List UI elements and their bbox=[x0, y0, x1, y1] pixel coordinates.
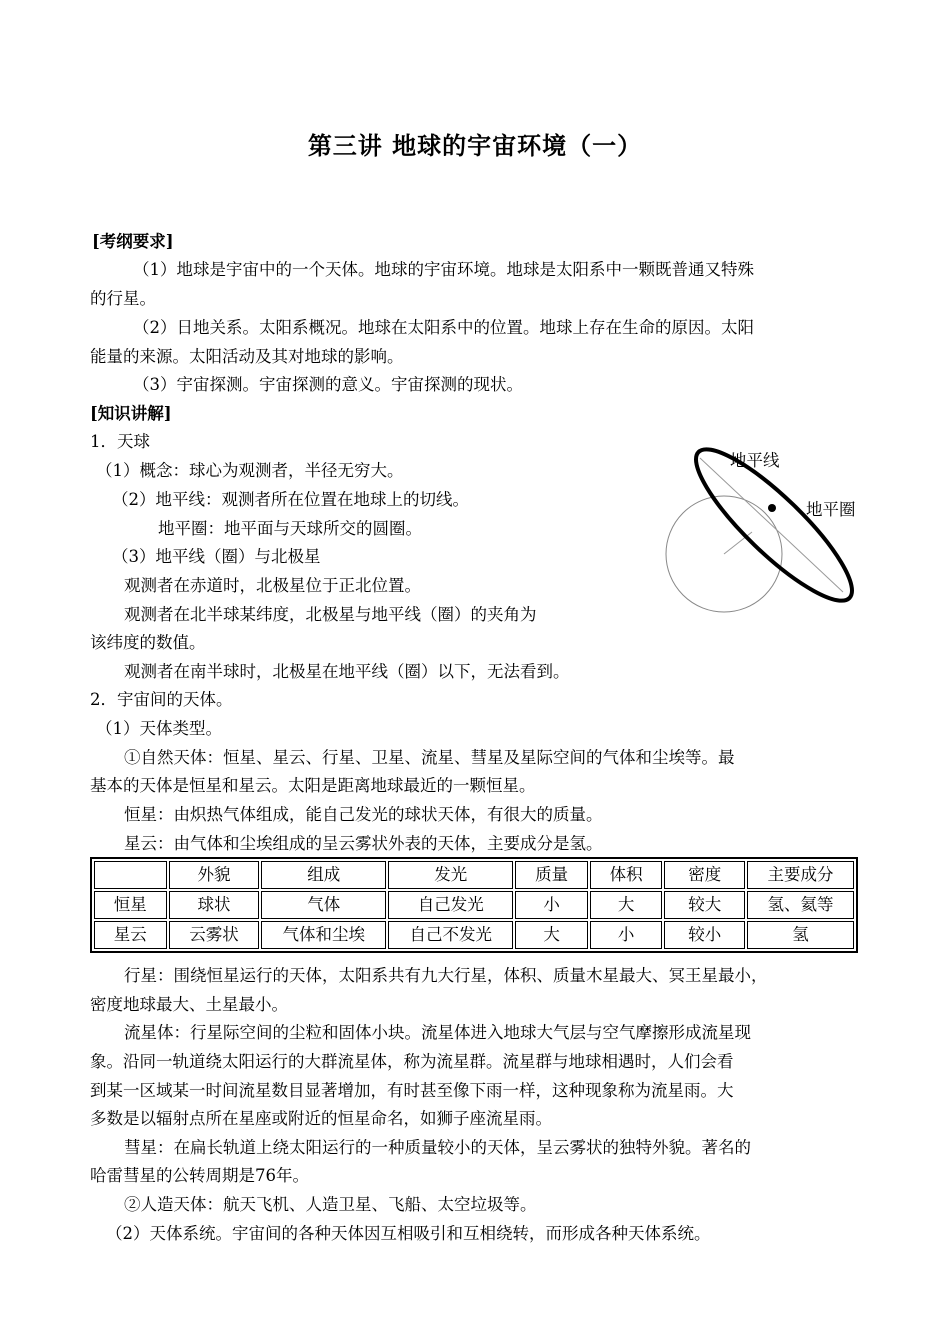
table-row bbox=[94, 921, 854, 949]
paragraph-line: （2）地平线：观测者所在位置在地球上的切线。 bbox=[112, 490, 469, 509]
radius-line bbox=[724, 532, 752, 554]
paragraph-line: 地平圈：地平面与天球所交的圆圈。 bbox=[158, 519, 422, 538]
paragraph-line: （3）宇宙探测。宇宙探测的意义。宇宙探测的现状。 bbox=[133, 375, 523, 394]
table-header-cell bbox=[94, 861, 167, 889]
table-header-cell: 体积 bbox=[590, 861, 663, 889]
table-row bbox=[94, 891, 854, 919]
paragraph-line: 流星体：行星际空间的尘粒和固体小块。流星体进入地球大气层与空气摩擦形成流星现 bbox=[124, 1023, 751, 1042]
table-cell: 氢、氦等 bbox=[747, 891, 854, 919]
horizon-line bbox=[700, 458, 843, 592]
table-cell: 恒星 bbox=[94, 891, 167, 919]
table-cell: 较小 bbox=[664, 921, 745, 949]
paragraph-line: 该纬度的数值。 bbox=[90, 633, 206, 652]
table-cell: 球状 bbox=[169, 891, 260, 919]
paragraph-line: 恒星：由炽热气体组成，能自己发光的球状天体，有很大的质量。 bbox=[124, 805, 603, 824]
table-header-row bbox=[94, 861, 854, 889]
table-cell: 较大 bbox=[664, 891, 745, 919]
paragraph-line: 彗星：在扁长轨道上绕太阳运行的一种质量较小的天体，呈云雾状的独特外貌。著名的 bbox=[124, 1138, 751, 1157]
paragraph-line: 观测者在南半球时，北极星在地平线（圈）以下，无法看到。 bbox=[124, 662, 570, 681]
paragraph-line: 基本的天体是恒星和星云。太阳是距离地球最近的一颗恒星。 bbox=[90, 776, 536, 795]
label-horizon-circle: 地平圈 bbox=[806, 500, 856, 519]
paragraph-line: 密度地球最大、土星最小。 bbox=[90, 995, 288, 1014]
table-cell: 气体和尘埃 bbox=[261, 921, 386, 949]
paragraph-line: （3）地平线（圈）与北极星 bbox=[112, 547, 321, 566]
table-header-cell: 质量 bbox=[515, 861, 588, 889]
table-cell: 大 bbox=[515, 921, 588, 949]
table-cell: 小 bbox=[590, 921, 663, 949]
table-header-cell: 发光 bbox=[388, 861, 513, 889]
paragraph-line: 象。沿同一轨道绕太阳运行的大群流星体，称为流星群。流星群与地球相遇时，人们会看 bbox=[90, 1052, 734, 1071]
table-cell: 小 bbox=[515, 891, 588, 919]
table-cell: 大 bbox=[590, 891, 663, 919]
north-star-dot bbox=[768, 504, 776, 512]
table-cell: 星云 bbox=[94, 921, 167, 949]
paragraph-line: （2）天体系统。宇宙间的各种天体因互相吸引和互相绕转，而形成各种天体系统。 bbox=[106, 1224, 711, 1243]
star-nebula-comparison-table bbox=[90, 857, 858, 953]
page-title: 第三讲 地球的宇宙环境（一） bbox=[307, 132, 643, 160]
paragraph-line: 多数是以辐射点所在星座或附近的恒星命名，如狮子座流星雨。 bbox=[90, 1109, 552, 1128]
paragraph-line: ①自然天体：恒星、星云、行星、卫星、流星、彗星及星际空间的气体和尘埃等。最 bbox=[124, 748, 735, 767]
table-header-cell: 外貌 bbox=[169, 861, 260, 889]
paragraph-line: （1）地球是宇宙中的一个天体。地球的宇宙环境。地球是太阳系中一颗既普通又特殊 bbox=[133, 260, 754, 279]
paragraph-line: 1．天球 bbox=[90, 432, 150, 451]
table-cell: 云雾状 bbox=[169, 921, 260, 949]
paragraph-line: 能量的来源。太阳活动及其对地球的影响。 bbox=[90, 347, 404, 366]
paragraph-line: （1）天体类型。 bbox=[96, 719, 222, 738]
paragraph-line: （2）日地关系。太阳系概况。地球在太阳系中的位置。地球上存在生命的原因。太阳 bbox=[133, 318, 754, 337]
paragraph-line: 观测者在赤道时，北极星位于正北位置。 bbox=[124, 576, 421, 595]
table-header-cell: 主要成分 bbox=[747, 861, 854, 889]
paragraph-line: 星云：由气体和尘埃组成的呈云雾状外表的天体，主要成分是氢。 bbox=[124, 834, 603, 853]
section-heading-kaogang: [考纲要求] bbox=[92, 232, 174, 251]
section-heading-zhishi: [知识讲解] bbox=[90, 404, 172, 423]
paragraph-line: 到某一区域某一时间流星数目显著增加，有时甚至像下雨一样，这种现象称为流星雨。大 bbox=[90, 1081, 734, 1100]
table-cell: 自己发光 bbox=[388, 891, 513, 919]
table-cell: 氢 bbox=[747, 921, 854, 949]
label-horizon-line: 地平线 bbox=[730, 451, 780, 470]
paragraph-line: （1）概念：球心为观测者，半径无穷大。 bbox=[96, 461, 404, 480]
table-header-cell: 密度 bbox=[664, 861, 745, 889]
paragraph-line: ②人造天体：航天飞机、人造卫星、飞船、太空垃圾等。 bbox=[124, 1195, 537, 1214]
table-cell: 气体 bbox=[261, 891, 386, 919]
paragraph-line: 的行星。 bbox=[90, 289, 156, 308]
table-header-cell: 组成 bbox=[261, 861, 386, 889]
table-cell: 自己不发光 bbox=[388, 921, 513, 949]
paragraph-line: 行星：围绕恒星运行的天体，太阳系共有九大行星，体积、质量木星最大、冥王星最小， bbox=[124, 966, 768, 985]
paragraph-line: 2．宇宙间的天体。 bbox=[90, 690, 233, 709]
paragraph-line: 观测者在北半球某纬度，北极星与地平线（圈）的夹角为 bbox=[124, 605, 537, 624]
paragraph-line: 哈雷彗星的公转周期是76年。 bbox=[90, 1166, 309, 1185]
